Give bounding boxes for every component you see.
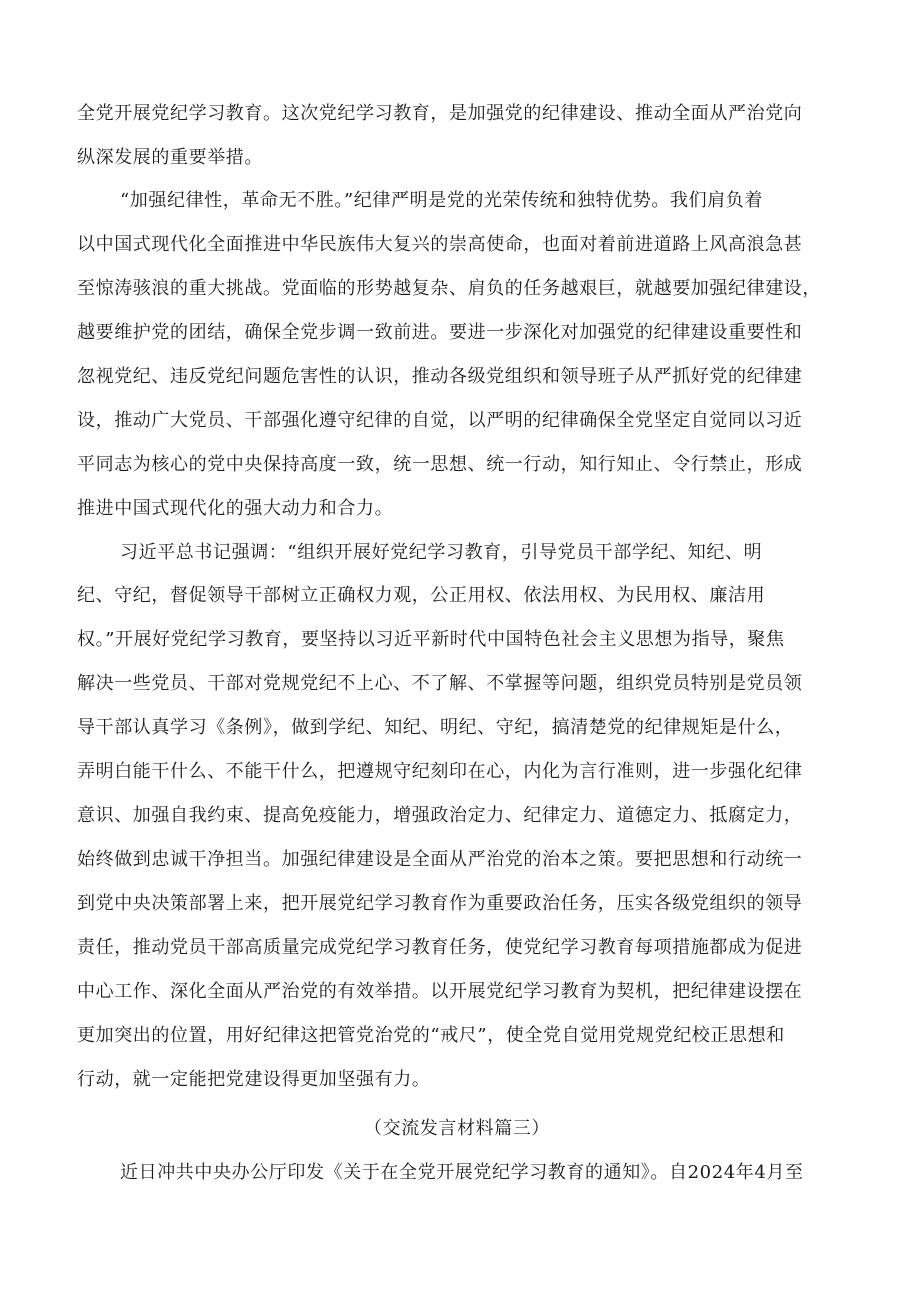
text-line: 弄明白能干什么、不能干什么，把遵规守纪刻印在心，内化为言行准则，进一步强化纪律 (77, 761, 803, 782)
text-line: 以中国式现代化全面推进中华民族伟大复兴的崇高使命，也面对着前进道路上风高浪急甚 (77, 234, 803, 255)
text-line: 近日冲共中央办公厅印发《关于在全党开展党纪学习教育的通知》。自2024年4月至 (120, 1162, 804, 1183)
text-line: 全党开展党纪学习教育。这次党纪学习教育，是加强党的纪律建设、推动全面从严治党向 (77, 103, 803, 124)
text-line: 行动，就一定能把党建设得更加坚强有力。 (77, 1069, 431, 1090)
text-line: “加强纪律性，革命无不胜。”纪律严明是党的光荣传统和独特优势。我们肩负着 (120, 190, 764, 211)
text-line: 更加突出的位置，用好纪律这把管党治党的“戒尺”，使全党自觉用党规党纪校正思想和 (77, 1025, 785, 1046)
text-line: 导干部认真学习《条例》，做到学纪、知纪、明纪、守纪，搞清楚党的纪律规矩是什么， (77, 717, 794, 738)
text-line: 至惊涛骇浪的重大挑战。党面临的形势越复杂、肩负的任务越艰巨，就越要加强纪律建设， (77, 278, 821, 299)
text-line: 越要维护党的团结，确保全党步调一致前进。要进一步深化对加强党的纪律建设重要性和 (77, 322, 803, 343)
text-line: 责任，推动党员干部高质量完成党纪学习教育任务，使党纪学习教育每项措施都成为促进 (77, 937, 803, 958)
text-line: 权。”开展好党纪学习教育，要坚持以习近平新时代中国特色社会主义思想为指导，聚焦 (77, 629, 785, 650)
text-line: 始终做到忠诚干净担当。加强纪律建设是全面从严治党的治本之策。要把思想和行动统一 (77, 849, 803, 870)
text-line: 习近平总书记强调：“组织开展好党纪学习教育，引导党员干部学纪、知纪、明 (120, 542, 763, 563)
text-line: 解决一些党员、干部对党规党纪不上心、不了解、不掌握等问题，组织党员特别是党员领 (77, 673, 803, 694)
text-line: 推进中国式现代化的强大动力和合力。 (77, 498, 394, 519)
text-line: 意识、加强自我约束、提高免疫能力，增强政治定力、纪律定力、道德定力、抵腐定力， (77, 805, 803, 826)
text-line: 纪、守纪，督促领导干部树立正确权力观，公正用权、依法用权、为民用权、廉洁用 (77, 585, 766, 606)
text-line: 设，推动广大党员、干部强化遵守纪律的自觉，以严明的纪律确保全党坚定自觉同以习近 (77, 410, 803, 431)
text-line: 中心工作、深化全面从严治党的有效举措。以开展党纪学习教育为契机，把纪律建设摆在 (77, 981, 803, 1002)
text-line: 平同志为核心的党中央保持高度一致，统一思想、统一行动，知行知止、令行禁止，形成 (77, 454, 803, 475)
text-line: 忽视党纪、违反党纪问题危害性的认识，推动各级党组织和领导班子从严抓好党的纪律建 (77, 366, 803, 387)
text-line: 纵深发展的重要举措。 (77, 147, 263, 168)
section-heading: （交流发言材料篇三） (364, 1118, 550, 1139)
text-line: 到党中央决策部署上来，把开展党纪学习教育作为重要政治任务，压实各级党组织的领导 (77, 893, 803, 914)
